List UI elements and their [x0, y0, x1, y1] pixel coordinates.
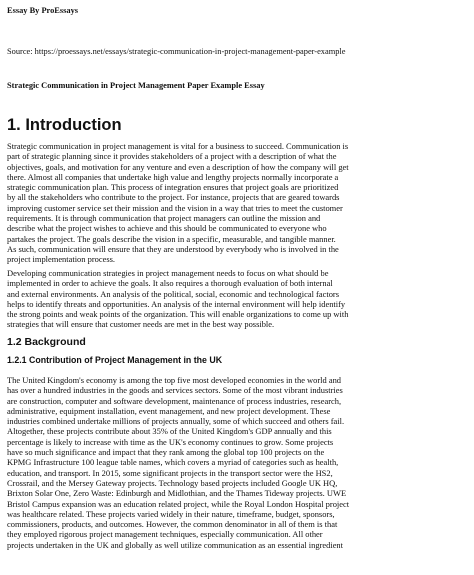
source-line: Source: https://proessays.net/essays/strategic-communication-in-project-management-paper-example — [7, 47, 346, 56]
text-line: part of strategic planning since it provides stakeholders of a project with a description of what the — [7, 151, 337, 162]
author-line: Essay By ProEssays — [7, 6, 79, 15]
text-line: the strong points and weak points of the organization. This will enable organizations to come up with — [7, 309, 349, 320]
text-line: Strategic communication in project management is vital for a business to succeed. Communication is — [7, 141, 349, 151]
text-line: administrative, equipment installation, event management, and new project development. These — [7, 405, 331, 416]
text-line: helps to identify threats and opportunities. An analysis of the internal environment will help identify — [7, 298, 346, 309]
text-line: Bristol Campus expansion was an education related project, while the Royal London Hospital project — [7, 498, 350, 509]
text-line: Developing communication strategies in project management needs to focus on what should be — [7, 268, 329, 278]
text-line: Altogether, these projects contribute about 35% of the United Kingdom's GDP annually and this — [7, 426, 332, 437]
text-line: there. Almost all companies that undertake high value and lengthy projects normally incorporate a — [7, 171, 339, 182]
background-paragraph — [7, 375, 469, 550]
text-line: Brixton Solar One, Zero Waste: Edinburgh and Midlothian, and the Thames Tideway projects. UWE — [7, 488, 347, 499]
text-line: strategic communication plan. This process of integration ensures that project goals are prioritized — [7, 182, 339, 193]
text-line: KPMG Infrastructure 100 league table names, which covers a myriad of categories such as health, — [7, 457, 339, 468]
intro-paragraph-2 — [7, 268, 469, 330]
text-line: have so much significance and impact that they rank among the global top 100 projects on the — [7, 447, 325, 458]
text-line: was healthcare related. These projects varied widely in their nature, timeframe, budget, sponsors, — [7, 508, 335, 519]
text-line: they employed rigorous project management techniques, especially communication. All other — [7, 529, 323, 540]
text-line: As such, communication will ensure that they are understood by everybody who is involved in the — [7, 243, 339, 254]
text-line: partakes the project. The goals describe the vision in a specific, measurable, and tangible manner. — [7, 233, 336, 244]
text-line: Crossrail, and the Mersey Gateway projects. Technology based projects included Google UK HQ, — [7, 477, 338, 488]
text-line: objectives, goals, and motivation for any venture and even a description of how the company will get — [7, 161, 349, 172]
text-line: improving customer service set their mission and the vision in a way that tries to meet the customer — [7, 202, 343, 213]
text-line: education, and transport. In 2015, some significant projects in the transport sector were the HS2, — [7, 467, 333, 478]
intro-paragraph-1 — [7, 141, 469, 265]
text-line: strategies that will ensure that customer needs are met in the best way possible. — [7, 319, 275, 330]
text-line: has over a hundred industries in the goods and services sectors. Some of the most vibrant industries — [7, 385, 343, 396]
text-line: The United Kingdom's economy is among the top five most developed economies in the world and — [7, 375, 342, 385]
essay-title: Strategic Communication in Project Management Paper Example Essay — [7, 81, 265, 90]
text-line: implemented in order to achieve the goals. It also requires a thorough evaluation of both internal — [7, 278, 333, 289]
subsection-heading: 1.2.1 Contribution of Project Management in the UK — [7, 355, 223, 365]
text-line: requirements. It is through communication that project managers can outline the mission and — [7, 213, 321, 224]
text-line: percentage is likely to increase with time as the UK's economy continues to grow. Some projects — [7, 436, 334, 447]
background-heading: 1.2 Background — [7, 336, 86, 348]
text-line: describe what the project wishes to achieve and this should be communicated to everyone who — [7, 223, 327, 234]
text-line: commissioners, products, and outcomes. However, the common denominator in all of them is that — [7, 519, 338, 530]
text-line: are construction, computer and software development, maintenance of process industries, research, — [7, 395, 342, 406]
text-line: projects undertaken in the UK and globally as well utilize communication as an essential ingredient — [7, 539, 343, 550]
text-line: industries combined undertake millions of projects annually, some of which succeed and others fail. — [7, 416, 345, 427]
text-line: by all the stakeholders who contribute to the project. For instance, projects that are geared towards — [7, 192, 340, 203]
text-line: project implementation process. — [7, 254, 116, 265]
text-line: and external environments. An analysis of the political, social, economic and technological factors — [7, 288, 340, 299]
introduction-heading: 1. Introduction — [7, 116, 122, 134]
